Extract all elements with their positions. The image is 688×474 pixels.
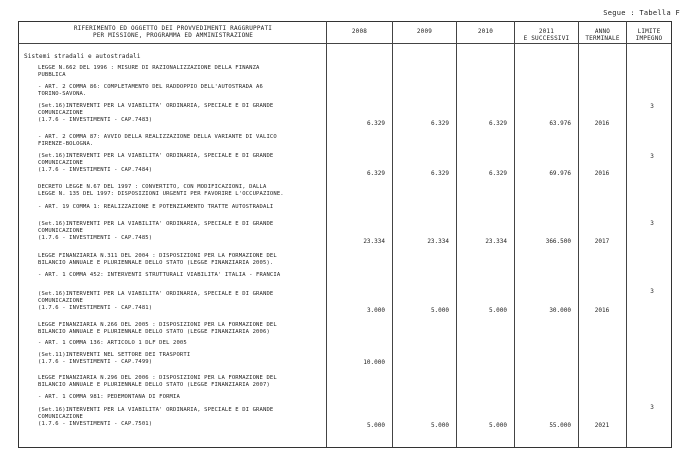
law-title-line: LEGGE FINANZIARIA N.266 DEL 2005 : DISPOSIZIONI PER LA FORMAZIONE DEL [38,322,277,328]
law-title-line: BILANCIO ANNUALE E PLURIENNALE DELLO STATO (LEGGE FINANZIARIA 2007) [38,382,270,388]
value-limite: 3 [650,288,654,295]
header-limite-impegno [627,28,671,42]
law-title-line: LEGGE N. 135 DEL 1997: DISPOSIZIONI URGENTI PER FAVORIRE L'OCCUPAZIONE. [38,191,284,197]
header-2009: 2009 [416,28,433,35]
header-2011 [515,28,578,42]
value-2011: 55.000 [549,422,571,429]
header-anno-line: ANNO [594,28,611,35]
value-2009: 6.329 [430,170,449,177]
value-2008: 23.334 [363,238,385,245]
chapter-line: (Set.16)INTERVENTI PER LA VIABILITA' ORDINARIA, SPECIALE E DI GRANDE [38,153,274,159]
chapter-line: (Set.11)INTERVENTI NEL SETTORE DEI TRASPORTI [38,352,191,358]
law-title-line: LEGGE FINANZIARIA N.311 DEL 2004 : DISPOSIZIONI PER LA FORMAZIONE DEL [38,253,277,259]
header-divider [18,43,671,44]
col-divider [456,21,457,447]
value-2009: 23.334 [427,238,449,245]
continuation-label: Segue : Tabella F [603,9,680,17]
header-anno-line: TERMINALE [585,35,620,42]
value-2011: 69.976 [549,170,571,177]
value-anno: 2016 [594,307,610,314]
article-line: - ART. 2 COMMA 86: COMPLETAMENTO DEL RADDOPPIO DELL'AUTOSTRADA A6 [38,84,263,90]
value-anno: 2016 [594,170,610,177]
value-2009: 5.000 [430,307,449,314]
chapter-line: (1.7.6 - INVESTIMENTI - CAP.7483) [38,117,153,123]
header-limite-line: LIMITE [637,28,661,35]
value-2011: 30.000 [549,307,571,314]
value-limite: 3 [650,103,654,110]
chapter-line: (Set.16)INTERVENTI PER LA VIABILITA' ORDINARIA, SPECIALE E DI GRANDE [38,221,274,227]
chapter-line: (Set.16)INTERVENTI PER LA VIABILITA' ORDINARIA, SPECIALE E DI GRANDE [38,291,274,297]
value-limite: 3 [650,220,654,227]
chapter-line: (Set.16)INTERVENTI PER LA VIABILITA' ORDINARIA, SPECIALE E DI GRANDE [38,103,274,109]
value-limite: 3 [650,153,654,160]
chapter-line: (1.7.6 - INVESTIMENTI - CAP.7485) [38,235,153,241]
value-anno: 2016 [594,120,610,127]
value-anno: 2017 [594,238,610,245]
header-2008: 2008 [351,28,368,35]
value-2010: 5.000 [488,422,507,429]
value-2010: 6.329 [488,120,507,127]
article-line: - ART. 1 COMMA 136: ARTICOLO 1 DLF DEL 2005 [38,340,187,346]
value-2011: 63.976 [549,120,571,127]
header-desc-line: RIFERIMENTO ED OGGETTO DEI PROVVEDIMENTI RAGGRUPPATI [73,25,273,32]
value-limite: 3 [650,404,654,411]
article-line: - ART. 19 COMMA 1: REALIZZAZIONE E POTENZIAMENTO TRATTE AUTOSTRADALI [38,204,274,210]
value-2008: 3.000 [366,307,385,314]
header-2010: 2010 [477,28,494,35]
value-2011: 366.500 [545,238,571,245]
value-2008: 10.000 [363,359,385,366]
value-2008: 6.329 [366,170,385,177]
chapter-line: COMUNICAZIONE [38,298,83,304]
chapter-line: COMUNICAZIONE [38,414,83,420]
chapter-line: (1.7.6 - INVESTIMENTI - CAP.7501) [38,421,153,427]
law-title-line: PUBBLICA [38,72,66,78]
header-description [20,25,326,39]
value-2010: 23.334 [485,238,507,245]
col-divider [326,21,327,447]
section-title: Sistemi stradali e autostradali [24,53,141,60]
chapter-line: COMUNICAZIONE [38,160,83,166]
header-limite-line: IMPEGNO [635,35,663,42]
chapter-line: COMUNICAZIONE [38,228,83,234]
col-divider [626,21,627,447]
value-2008: 6.329 [366,120,385,127]
value-2010: 5.000 [488,307,507,314]
chapter-line: COMUNICAZIONE [38,110,83,116]
col-divider [578,21,579,447]
header-2011-line: 2011 [538,28,555,35]
value-anno: 2021 [594,422,610,429]
law-title-line: BILANCIO ANNUALE E PLURIENNALE DELLO STATO (LEGGE FINANZIARIA 2005). [38,260,274,266]
value-2009: 5.000 [430,422,449,429]
value-2008: 5.000 [366,422,385,429]
value-2010: 6.329 [488,170,507,177]
article-line: TORINO-SAVONA. [38,91,87,97]
law-title-line: LEGGE N.662 DEL 1996 : MISURE DI RAZIONALIZZAZIONE DELLA FINANZA [38,65,260,71]
chapter-line: (1.7.6 - INVESTIMENTI - CAP.7499) [38,359,153,365]
chapter-line: (Set.16)INTERVENTI PER LA VIABILITA' ORDINARIA, SPECIALE E DI GRANDE [38,407,274,413]
article-line: FIRENZE-BOLOGNA. [38,141,94,147]
article-line: - ART. 1 COMMA 452: INTERVENTI STRUTTURALI VIABILITA' ITALIA - FRANCIA [38,272,281,278]
chapter-line: (1.7.6 - INVESTIMENTI - CAP.7484) [38,167,153,173]
col-divider [392,21,393,447]
header-desc-line: PER MISSIONE, PROGRAMMA ED AMMINISTRAZIONE [92,32,254,39]
law-title-line: BILANCIO ANNUALE E PLURIENNALE DELLO STATO (LEGGE FINANZIARIA 2006) [38,329,270,335]
article-line: - ART. 1 COMMA 981: PEDEMONTANA DI FORMIA [38,394,180,400]
col-divider [514,21,515,447]
law-title-line: DECRETO LEGGE N.67 DEL 1997 : CONVERTITO, CON MODIFICAZIONI, DALLA [38,184,267,190]
chapter-line: (1.7.6 - INVESTIMENTI - CAP.7481) [38,305,153,311]
value-2009: 6.329 [430,120,449,127]
header-anno-terminale [579,28,626,42]
header-2011-line: E SUCCESSIVI [523,35,570,42]
article-line: - ART. 2 COMMA 87: AVVIO DELLA REALIZZAZIONE DELLA VARIANTE DI VALICO [38,134,277,140]
law-title-line: LEGGE FINANZIARIA N.296 DEL 2006 : DISPOSIZIONI PER LA FORMAZIONE DEL [38,375,277,381]
